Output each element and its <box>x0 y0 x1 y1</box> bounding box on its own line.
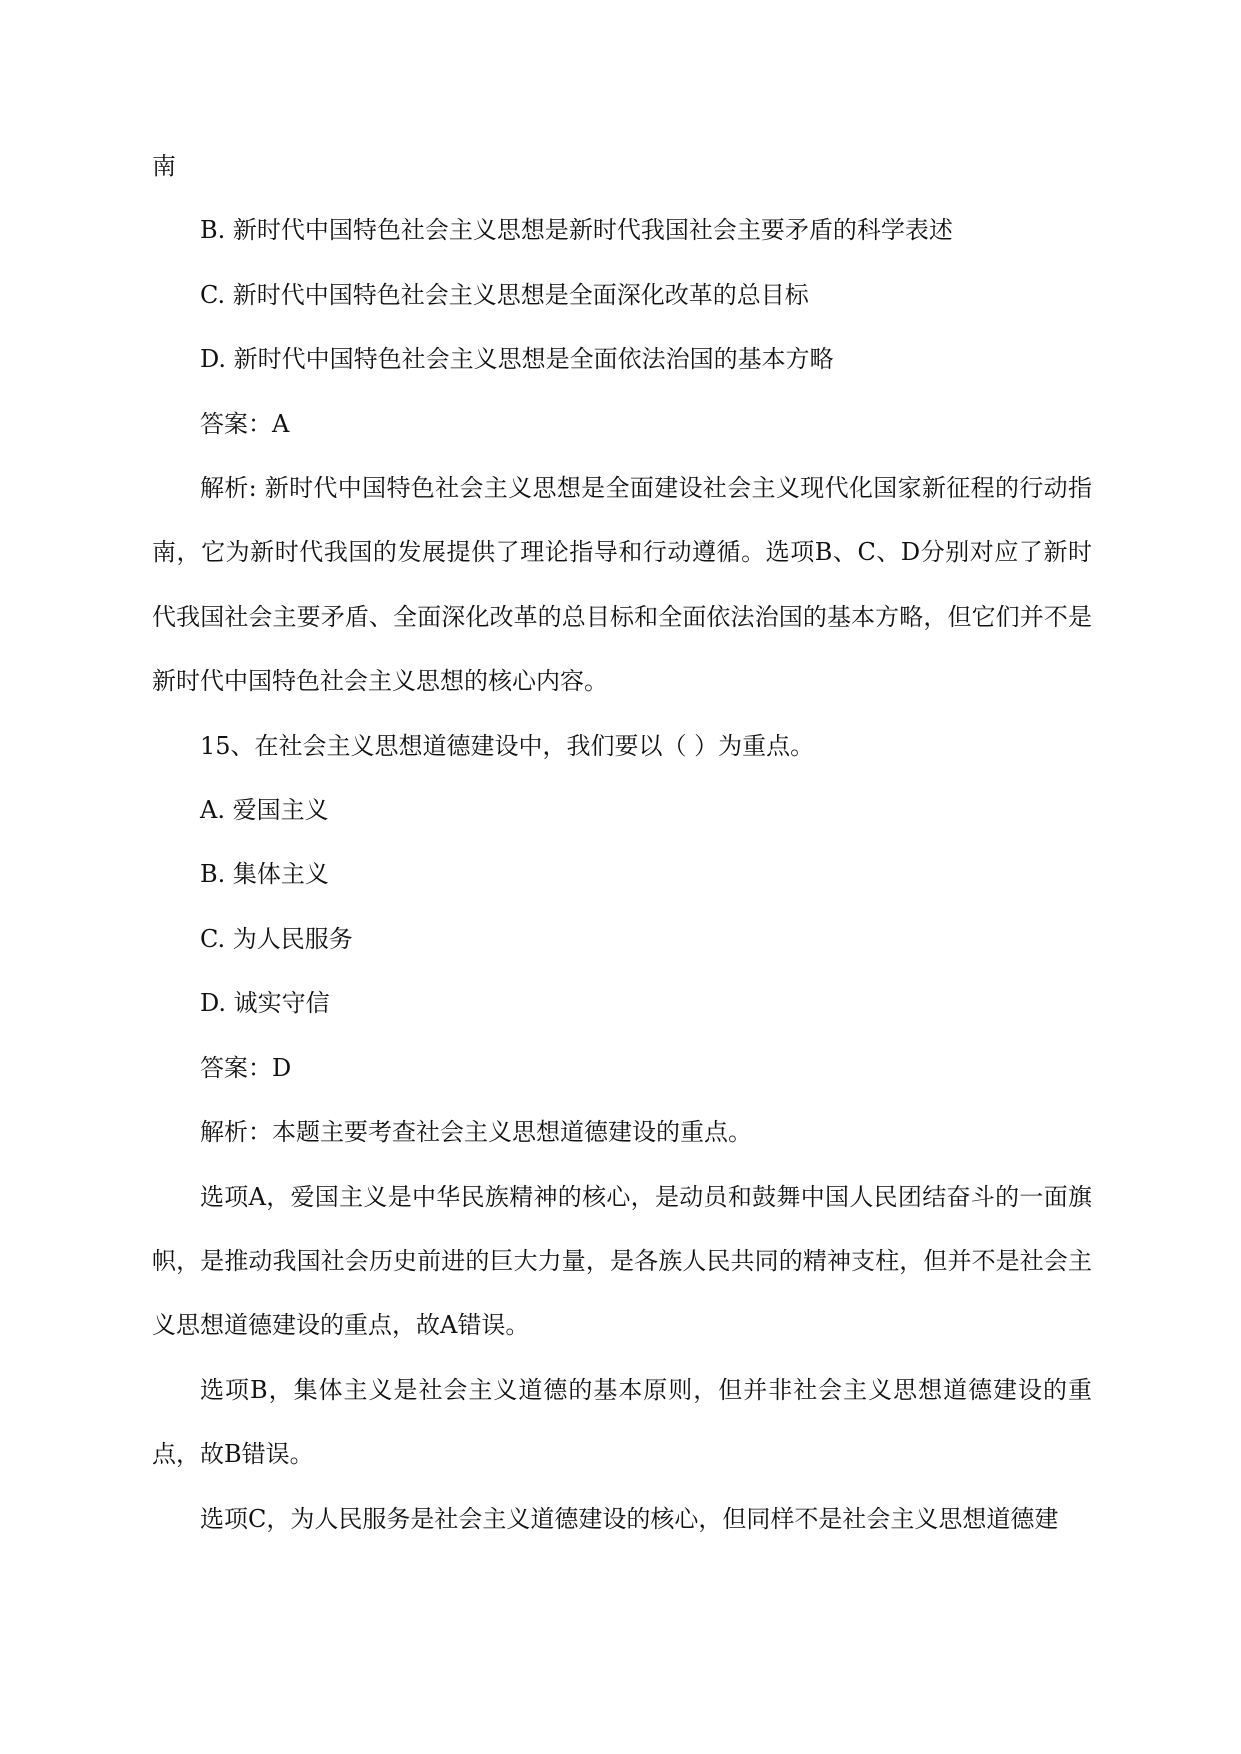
question-15: 15、在社会主义思想道德建设中，我们要以（ ）为重点。 <box>200 731 815 760</box>
option-c: C. 为人民服务 <box>200 924 353 953</box>
analysis-option-a: 选项A，爱国主义是中华民族精神的核心，是动员和鼓舞中国人民团结奋斗的一面旗帜，是推动我国社会历史前进的巨大力量，是各族人民共同的精神支柱，但并不是社会主义思想道德建设的重点，故A错误。 <box>152 1182 1092 1340</box>
answer-line: 答案：D <box>200 1053 292 1082</box>
option-d: D. 新时代中国特色社会主义思想是全面依法治国的基本方略 <box>200 345 834 374</box>
page-content <box>152 134 1092 1551</box>
option-d: D. 诚实守信 <box>200 989 330 1018</box>
option-b: B. 集体主义 <box>200 860 329 889</box>
option-c: C. 新时代中国特色社会主义思想是全面深化改革的总目标 <box>200 280 809 309</box>
analysis-paragraph: 解析: 新时代中国特色社会主义思想是全面建设社会主义现代化国家新征程的行动指南，它为新时代我国的发展提供了理论指导和行动遵循。选项B、C、D分别对应了新时代我国社会主要矛盾、全面深化改革的总目标和全面依法治国的基本方略，但它们并不是新时代中国特色社会主义思想的核心内容。 <box>152 474 1092 696</box>
analysis-option-b: 选项B，集体主义是社会主义道德的基本原则，但并非社会主义思想道德建设的重点，故B错误。 <box>152 1375 1092 1469</box>
option-a: A. 爱国主义 <box>200 796 329 825</box>
text-line: 南 <box>152 152 176 180</box>
analysis-intro: 解析：本题主要考查社会主义思想道德建设的重点。 <box>200 1118 752 1147</box>
answer-line: 答案：A <box>200 409 290 438</box>
analysis-option-c: 选项C，为人民服务是社会主义道德建设的核心，但同样不是社会主义思想道德建 <box>200 1504 1059 1533</box>
option-b: B. 新时代中国特色社会主义思想是新时代我国社会主要矛盾的科学表述 <box>200 216 953 245</box>
